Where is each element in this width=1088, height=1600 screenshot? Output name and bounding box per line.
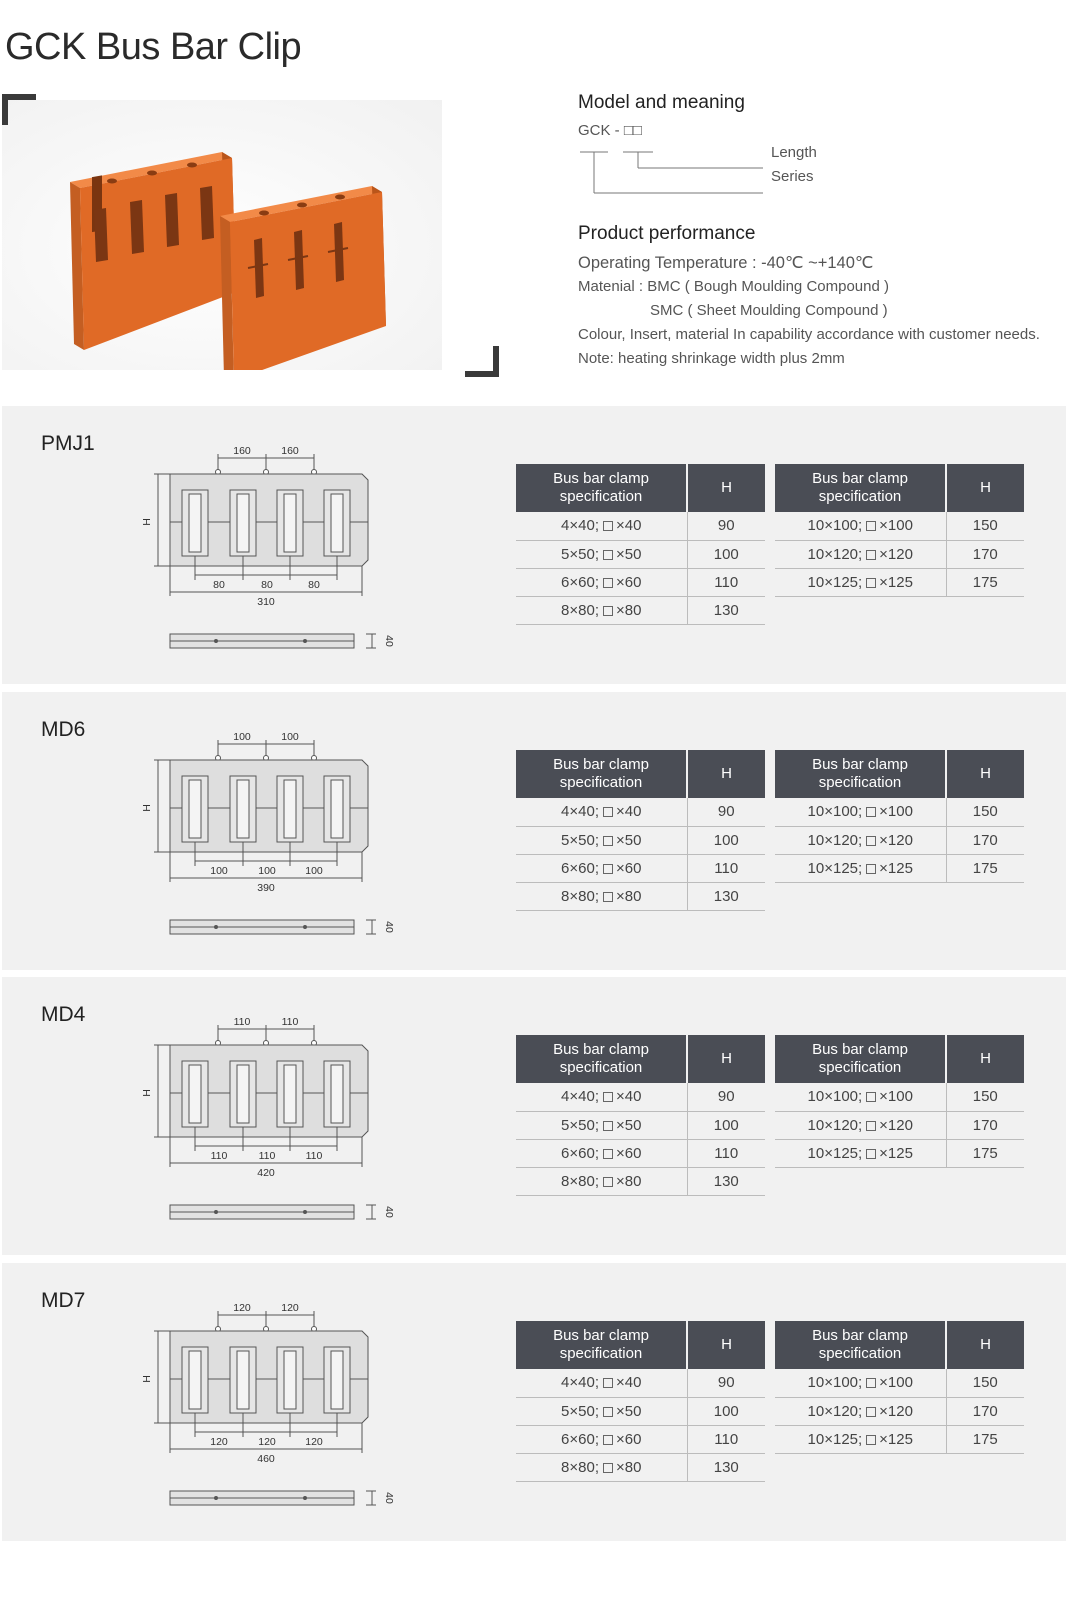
h-value: 100 bbox=[687, 826, 765, 854]
header-spec bbox=[775, 464, 946, 512]
dim-bottom-1: 120 bbox=[210, 1436, 228, 1448]
header-spec bbox=[516, 1035, 687, 1083]
spec-size: 10×120; bbox=[807, 1116, 863, 1134]
spec-cell bbox=[516, 1453, 687, 1481]
table-row bbox=[775, 1425, 1024, 1453]
spec-size: 6×60; bbox=[561, 573, 599, 591]
spec-size: 8×80; bbox=[561, 1172, 599, 1190]
table-row bbox=[516, 1425, 765, 1453]
table-row bbox=[775, 826, 1024, 854]
product-photo bbox=[2, 100, 442, 370]
spec-cell bbox=[775, 540, 946, 568]
square-icon bbox=[866, 521, 876, 531]
square-icon bbox=[866, 807, 876, 817]
table-row bbox=[516, 596, 765, 624]
square-icon bbox=[603, 892, 613, 902]
spec-cell bbox=[516, 568, 687, 596]
spec-cell bbox=[516, 798, 687, 826]
h-value: 110 bbox=[687, 1425, 765, 1453]
square-icon bbox=[603, 864, 613, 874]
header-spec bbox=[775, 1321, 946, 1369]
spec-table bbox=[516, 1035, 765, 1196]
product-info bbox=[578, 92, 1078, 371]
square-icon bbox=[866, 836, 876, 846]
spec-size: 6×60; bbox=[561, 1430, 599, 1448]
h-value: 175 bbox=[946, 854, 1024, 882]
dim-bottom-2: 120 bbox=[258, 1436, 276, 1448]
spec-size: 10×125; bbox=[807, 1430, 863, 1448]
square-icon bbox=[603, 1177, 613, 1187]
header-h: H bbox=[946, 750, 1024, 798]
spec-cell bbox=[516, 1139, 687, 1167]
spec-size: 10×120; bbox=[807, 545, 863, 563]
performance-temperature: Operating Temperature : -40℃ ~+140℃ bbox=[578, 254, 874, 272]
frame-corner-top-left bbox=[2, 94, 36, 125]
spec-size: 8×80; bbox=[561, 1458, 599, 1476]
square-icon bbox=[866, 1407, 876, 1417]
clip-drawing bbox=[140, 730, 400, 940]
spec-table bbox=[775, 464, 1024, 597]
dim-bottom-3: 110 bbox=[305, 1150, 323, 1162]
model-diagram bbox=[578, 120, 1078, 215]
square-icon bbox=[603, 1092, 613, 1102]
square-icon bbox=[866, 578, 876, 588]
spec-cell bbox=[516, 1111, 687, 1139]
dim-top-right: 160 bbox=[281, 445, 299, 457]
h-value: 100 bbox=[687, 1111, 765, 1139]
table-row bbox=[775, 1397, 1024, 1425]
model-length-label: Length bbox=[771, 144, 817, 161]
spec-square-size: ×50 bbox=[616, 1116, 642, 1134]
table-row bbox=[775, 1139, 1024, 1167]
header-spec-line: Bus bar clamp bbox=[812, 470, 908, 487]
spec-square-size: ×80 bbox=[616, 1172, 642, 1190]
spec-size: 4×40; bbox=[561, 517, 599, 535]
spec-cell bbox=[775, 854, 946, 882]
spec-size: 6×60; bbox=[561, 1144, 599, 1162]
spec-square-size: ×120 bbox=[879, 831, 913, 849]
table-row bbox=[775, 540, 1024, 568]
table-header-row bbox=[516, 1321, 765, 1369]
dim-height-label: H bbox=[141, 518, 153, 526]
spec-square-size: ×50 bbox=[616, 1402, 642, 1420]
spec-size: 5×50; bbox=[561, 1402, 599, 1420]
spec-size: 10×100; bbox=[807, 517, 863, 535]
table-row bbox=[516, 1397, 765, 1425]
dim-thickness: 40 bbox=[383, 1206, 395, 1218]
spec-square-size: ×80 bbox=[616, 601, 642, 619]
spec-square-size: ×60 bbox=[616, 1430, 642, 1448]
square-icon bbox=[866, 1378, 876, 1388]
performance-note-customer: Colour, Insert, material In capability accordance with customer needs. bbox=[578, 326, 1040, 343]
spec-cell bbox=[775, 798, 946, 826]
table-row bbox=[516, 1083, 765, 1111]
header-spec bbox=[775, 1035, 946, 1083]
header-spec-line: specification bbox=[559, 1345, 643, 1362]
spec-cell bbox=[516, 882, 687, 910]
spec-size: 4×40; bbox=[561, 1374, 599, 1392]
h-value: 150 bbox=[946, 1369, 1024, 1397]
header-spec-line: specification bbox=[559, 488, 643, 505]
frame-corner-bottom-right bbox=[465, 346, 499, 377]
table-header-row bbox=[775, 1321, 1024, 1369]
spec-square-size: ×60 bbox=[616, 859, 642, 877]
dim-bottom-1: 110 bbox=[210, 1150, 228, 1162]
h-value: 110 bbox=[687, 1139, 765, 1167]
h-value: 90 bbox=[687, 798, 765, 826]
h-value: 130 bbox=[687, 1453, 765, 1481]
header-spec-line: Bus bar clamp bbox=[812, 1327, 908, 1344]
dim-total-length: 310 bbox=[257, 596, 275, 608]
spec-cell bbox=[516, 1425, 687, 1453]
square-icon bbox=[603, 1121, 613, 1131]
dim-top-right: 120 bbox=[281, 1302, 299, 1314]
spec-square-size: ×125 bbox=[879, 1144, 913, 1162]
spec-table bbox=[516, 1321, 765, 1482]
h-value: 100 bbox=[687, 540, 765, 568]
spec-cell bbox=[775, 1397, 946, 1425]
dim-total-length: 460 bbox=[257, 1453, 275, 1465]
table-row bbox=[775, 512, 1024, 540]
page-title: GCK Bus Bar Clip bbox=[5, 26, 302, 68]
square-icon bbox=[603, 1407, 613, 1417]
spec-size: 10×125; bbox=[807, 1144, 863, 1162]
spec-cell bbox=[775, 1083, 946, 1111]
spec-cell bbox=[516, 1397, 687, 1425]
spec-size: 10×100; bbox=[807, 1088, 863, 1106]
spec-square-size: ×120 bbox=[879, 1402, 913, 1420]
spec-square-size: ×40 bbox=[616, 1088, 642, 1106]
header-spec-line: specification bbox=[818, 774, 902, 791]
square-icon bbox=[866, 1149, 876, 1159]
table-header-row bbox=[516, 750, 765, 798]
spec-square-size: ×120 bbox=[879, 545, 913, 563]
spec-square-size: ×100 bbox=[879, 1374, 913, 1392]
h-value: 90 bbox=[687, 1369, 765, 1397]
header-spec bbox=[516, 1321, 687, 1369]
table-row bbox=[775, 1369, 1024, 1397]
h-value: 170 bbox=[946, 1111, 1024, 1139]
model-code: GCK - □□ bbox=[578, 122, 642, 139]
square-icon bbox=[866, 550, 876, 560]
spec-square-size: ×40 bbox=[616, 1374, 642, 1392]
table-row bbox=[516, 1369, 765, 1397]
h-value: 130 bbox=[687, 1167, 765, 1195]
table-row bbox=[516, 568, 765, 596]
spec-square-size: ×125 bbox=[879, 859, 913, 877]
spec-size: 10×120; bbox=[807, 1402, 863, 1420]
spec-cell bbox=[775, 826, 946, 854]
table-header-row bbox=[516, 1035, 765, 1083]
table-row bbox=[516, 826, 765, 854]
dim-bottom-2: 80 bbox=[261, 579, 273, 591]
h-value: 150 bbox=[946, 512, 1024, 540]
dim-thickness: 40 bbox=[383, 1492, 395, 1504]
spec-size: 10×120; bbox=[807, 831, 863, 849]
square-icon bbox=[603, 1463, 613, 1473]
spec-square-size: ×125 bbox=[879, 1430, 913, 1448]
spec-square-size: ×120 bbox=[879, 1116, 913, 1134]
section-model-name: PMJ1 bbox=[41, 432, 95, 455]
header-spec bbox=[775, 750, 946, 798]
square-icon bbox=[866, 1121, 876, 1131]
h-value: 100 bbox=[687, 1397, 765, 1425]
spec-square-size: ×60 bbox=[616, 573, 642, 591]
table-header-row bbox=[516, 464, 765, 512]
table-header-row bbox=[775, 464, 1024, 512]
dim-height-label: H bbox=[141, 1089, 153, 1097]
h-value: 130 bbox=[687, 596, 765, 624]
spec-square-size: ×60 bbox=[616, 1144, 642, 1162]
table-row bbox=[775, 568, 1024, 596]
table-row bbox=[516, 1453, 765, 1481]
dim-height-label: H bbox=[141, 1375, 153, 1383]
table-row bbox=[516, 1167, 765, 1195]
spec-square-size: ×125 bbox=[879, 573, 913, 591]
spec-square-size: ×50 bbox=[616, 545, 642, 563]
spec-table bbox=[775, 750, 1024, 883]
model-series-label: Series bbox=[771, 168, 814, 185]
header-spec-line: specification bbox=[818, 1345, 902, 1362]
performance-material-bmc: Matenial : BMC ( Bough Moulding Compound ) bbox=[578, 278, 889, 295]
spec-size: 6×60; bbox=[561, 859, 599, 877]
dim-thickness: 40 bbox=[383, 921, 395, 933]
table-header-row bbox=[775, 1035, 1024, 1083]
dim-bottom-3: 80 bbox=[308, 579, 320, 591]
product-section bbox=[2, 692, 1066, 970]
spec-cell bbox=[775, 1369, 946, 1397]
h-value: 150 bbox=[946, 798, 1024, 826]
table-row bbox=[516, 1111, 765, 1139]
technical-drawing bbox=[140, 1015, 400, 1230]
spec-size: 10×100; bbox=[807, 1374, 863, 1392]
spec-square-size: ×40 bbox=[616, 803, 642, 821]
table-row bbox=[516, 1139, 765, 1167]
dim-total-length: 390 bbox=[257, 882, 275, 894]
clip-drawing bbox=[140, 1301, 400, 1511]
spec-size: 10×125; bbox=[807, 859, 863, 877]
h-value: 175 bbox=[946, 1425, 1024, 1453]
spec-size: 10×125; bbox=[807, 573, 863, 591]
header-spec-line: Bus bar clamp bbox=[553, 1327, 649, 1344]
section-model-name: MD7 bbox=[41, 1289, 86, 1312]
spec-table bbox=[775, 1035, 1024, 1168]
header-spec-line: specification bbox=[818, 1059, 902, 1076]
square-icon bbox=[866, 1435, 876, 1445]
dim-total-length: 420 bbox=[257, 1167, 275, 1179]
technical-drawing bbox=[140, 730, 400, 945]
product-section bbox=[2, 406, 1066, 684]
spec-cell bbox=[516, 1369, 687, 1397]
header-h: H bbox=[687, 1035, 765, 1083]
spec-cell bbox=[516, 596, 687, 624]
spec-cell bbox=[516, 540, 687, 568]
square-icon bbox=[603, 836, 613, 846]
clip-drawing bbox=[140, 444, 400, 654]
clip-drawing bbox=[140, 1015, 400, 1225]
bus-bar-clip-image bbox=[70, 152, 236, 350]
spec-square-size: ×100 bbox=[879, 517, 913, 535]
spec-size: 5×50; bbox=[561, 1116, 599, 1134]
spec-size: 5×50; bbox=[561, 831, 599, 849]
technical-drawing bbox=[140, 444, 400, 659]
spec-size: 8×80; bbox=[561, 887, 599, 905]
spec-cell bbox=[516, 826, 687, 854]
h-value: 175 bbox=[946, 1139, 1024, 1167]
spec-square-size: ×50 bbox=[616, 831, 642, 849]
spec-cell bbox=[775, 1139, 946, 1167]
header-h: H bbox=[687, 1321, 765, 1369]
dim-top-left: 160 bbox=[233, 445, 251, 457]
h-value: 90 bbox=[687, 1083, 765, 1111]
header-spec-line: Bus bar clamp bbox=[812, 756, 908, 773]
spec-cell bbox=[516, 854, 687, 882]
dim-top-right: 100 bbox=[281, 731, 299, 743]
dim-top-left: 110 bbox=[233, 1016, 251, 1028]
header-spec-line: specification bbox=[559, 1059, 643, 1076]
spec-cell bbox=[775, 568, 946, 596]
dim-bottom-1: 100 bbox=[210, 865, 228, 877]
product-section bbox=[2, 977, 1066, 1255]
section-model-name: MD4 bbox=[41, 1003, 86, 1026]
spec-size: 4×40; bbox=[561, 1088, 599, 1106]
table-row bbox=[516, 854, 765, 882]
spec-table bbox=[775, 1321, 1024, 1454]
spec-cell bbox=[516, 1083, 687, 1111]
table-row bbox=[516, 540, 765, 568]
dim-top-right: 110 bbox=[281, 1016, 299, 1028]
dim-bottom-1: 80 bbox=[213, 579, 225, 591]
spec-square-size: ×80 bbox=[616, 887, 642, 905]
header-spec bbox=[516, 464, 687, 512]
header-h: H bbox=[946, 1321, 1024, 1369]
table-row bbox=[775, 798, 1024, 826]
spec-square-size: ×100 bbox=[879, 803, 913, 821]
square-icon bbox=[603, 521, 613, 531]
h-value: 170 bbox=[946, 540, 1024, 568]
header-h: H bbox=[946, 1035, 1024, 1083]
h-value: 110 bbox=[687, 854, 765, 882]
h-value: 170 bbox=[946, 1397, 1024, 1425]
spec-cell bbox=[516, 512, 687, 540]
header-spec bbox=[516, 750, 687, 798]
spec-cell bbox=[775, 512, 946, 540]
dim-bottom-3: 120 bbox=[305, 1436, 323, 1448]
header-h: H bbox=[687, 750, 765, 798]
square-icon bbox=[603, 606, 613, 616]
square-icon bbox=[866, 1092, 876, 1102]
header-h: H bbox=[687, 464, 765, 512]
spec-square-size: ×40 bbox=[616, 517, 642, 535]
dim-top-left: 120 bbox=[233, 1302, 251, 1314]
table-row bbox=[775, 1083, 1024, 1111]
header-spec-line: specification bbox=[818, 488, 902, 505]
model-heading: Model and meaning bbox=[578, 92, 745, 113]
h-value: 90 bbox=[687, 512, 765, 540]
square-icon bbox=[603, 578, 613, 588]
header-spec-line: Bus bar clamp bbox=[812, 1041, 908, 1058]
dim-bottom-2: 110 bbox=[258, 1150, 276, 1162]
spec-size: 4×40; bbox=[561, 803, 599, 821]
square-icon bbox=[866, 864, 876, 874]
dim-bottom-3: 100 bbox=[305, 865, 323, 877]
performance-note-shrinkage: Note: heating shrinkage width plus 2mm bbox=[578, 350, 845, 367]
spec-size: 10×100; bbox=[807, 803, 863, 821]
table-row bbox=[516, 798, 765, 826]
square-icon bbox=[603, 807, 613, 817]
table-row bbox=[516, 882, 765, 910]
spec-cell bbox=[775, 1425, 946, 1453]
spec-table bbox=[516, 750, 765, 911]
table-header-row bbox=[775, 750, 1024, 798]
square-icon bbox=[603, 1149, 613, 1159]
dim-bottom-2: 100 bbox=[258, 865, 276, 877]
dim-top-left: 100 bbox=[233, 731, 251, 743]
spec-size: 8×80; bbox=[561, 601, 599, 619]
section-model-name: MD6 bbox=[41, 718, 86, 741]
square-icon bbox=[603, 1378, 613, 1388]
performance-material-smc: SMC ( Sheet Moulding Compound ) bbox=[650, 302, 888, 319]
spec-table bbox=[516, 464, 765, 625]
header-spec-line: specification bbox=[559, 774, 643, 791]
h-value: 150 bbox=[946, 1083, 1024, 1111]
square-icon bbox=[603, 550, 613, 560]
h-value: 175 bbox=[946, 568, 1024, 596]
h-value: 110 bbox=[687, 568, 765, 596]
spec-square-size: ×80 bbox=[616, 1458, 642, 1476]
table-row bbox=[775, 1111, 1024, 1139]
header-spec-line: Bus bar clamp bbox=[553, 470, 649, 487]
table-row bbox=[775, 854, 1024, 882]
header-spec-line: Bus bar clamp bbox=[553, 756, 649, 773]
spec-cell bbox=[775, 1111, 946, 1139]
h-value: 130 bbox=[687, 882, 765, 910]
spec-size: 5×50; bbox=[561, 545, 599, 563]
table-row bbox=[516, 512, 765, 540]
technical-drawing bbox=[140, 1301, 400, 1516]
performance-heading: Product performance bbox=[578, 223, 756, 244]
header-h: H bbox=[946, 464, 1024, 512]
h-value: 170 bbox=[946, 826, 1024, 854]
square-icon bbox=[603, 1435, 613, 1445]
spec-square-size: ×100 bbox=[879, 1088, 913, 1106]
dim-height-label: H bbox=[141, 804, 153, 812]
product-section bbox=[2, 1263, 1066, 1541]
header-spec-line: Bus bar clamp bbox=[553, 1041, 649, 1058]
spec-cell bbox=[516, 1167, 687, 1195]
dim-thickness: 40 bbox=[383, 635, 395, 647]
